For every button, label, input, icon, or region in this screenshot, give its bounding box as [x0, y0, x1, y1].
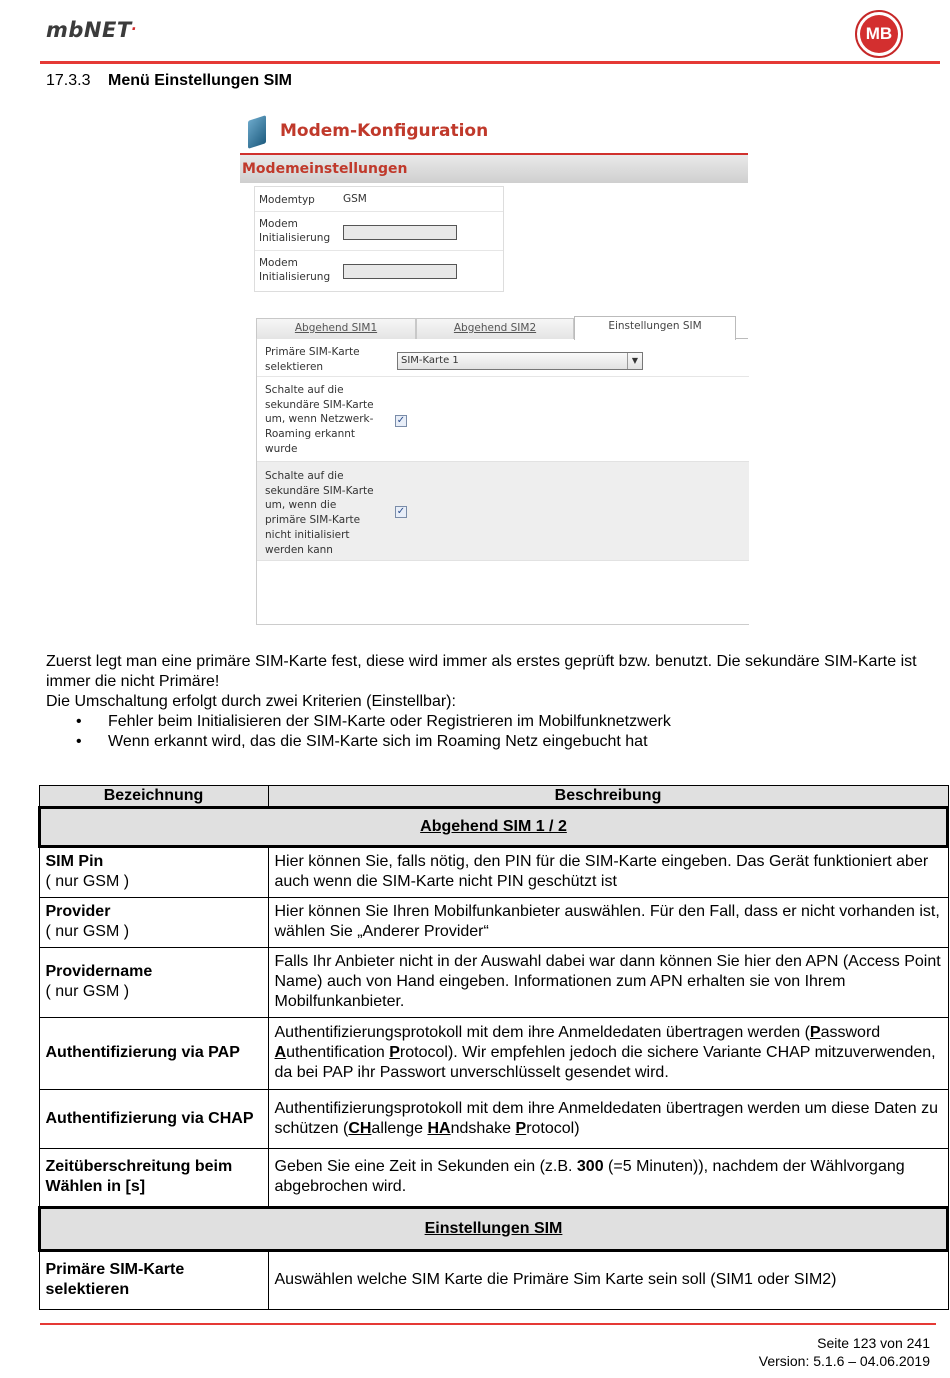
list-item: • Wenn erkannt wird, das die SIM-Karte sich im Roaming Netz eingebucht hat: [108, 732, 931, 752]
table-row: [39, 1017, 948, 1089]
row-name: Authentifizierung via CHAP: [39, 1089, 268, 1148]
modem-settings-table: [254, 186, 504, 292]
page-number: Seite 123 von 241: [817, 1335, 930, 1351]
section-einstellungen-sim: Einstellungen SIM: [39, 1207, 948, 1251]
init-fail-switch-row: [257, 462, 749, 561]
intro-text: [46, 652, 931, 752]
modem-init-label-1: Modem Initialisierung: [259, 218, 331, 244]
intro-line-2: Die Umschaltung erfolgt durch zwei Kriterien (Einstellbar):: [46, 693, 456, 710]
tab-abgehend-sim1[interactable]: Abgehend SIM1: [256, 318, 416, 339]
table-header-row: [39, 786, 948, 808]
init-fail-switch-label: Schalte auf die sekundäre SIM-Karte um, wenn die primäre SIM-Karte nicht initialisiert werden kann: [265, 470, 374, 556]
logo-mark: .: [131, 18, 138, 34]
row-description: Hier können Sie Ihren Mobilfunkanbieter auswählen. Für den Fall, dass er nicht vorhanden ist, wählen Sie „Anderer Provider“: [268, 897, 948, 947]
list-item: • Fehler beim Initialisieren der SIM-Karte oder Registrieren im Mobilfunknetzwerk: [108, 712, 931, 732]
column-header-name: Bezeichnung: [39, 786, 268, 808]
table-row: [39, 847, 948, 897]
primary-sim-select[interactable]: [397, 352, 643, 370]
modem-config-header: [240, 110, 748, 154]
row-description: Authentifizierungsprotokoll mit dem ihre Anmeldedaten übertragen werden (Password Authentification Protocol). Wir empfehlen jedoch die sichere Variante CHAP mitzuverwenden, da bei PAP ihr Passwort unverschlüsselt gesendet wird.: [268, 1017, 948, 1089]
intro-line-1: Zuerst legt man eine primäre SIM-Karte fest, diese wird immer als erstes geprüft bzw. benutzt. Die sekundäre SIM-Karte ist immer die nicht Primäre!: [46, 653, 917, 690]
section-row: [39, 807, 948, 847]
page-footer: [759, 1334, 930, 1370]
init-fail-switch-checkbox[interactable]: ✓: [396, 506, 406, 517]
modem-settings-bar: [240, 155, 748, 183]
version-info: Version: 5.1.6 – 04.06.2019: [758, 1353, 930, 1369]
section-title: Menü Einstellungen SIM: [108, 72, 293, 89]
roaming-switch-row: [257, 377, 749, 462]
primary-sim-row: [257, 338, 749, 377]
row-name: Authentifizierung via PAP: [39, 1017, 268, 1089]
table-row: [39, 1251, 948, 1309]
row-name: Providername ( nur GSM ): [39, 947, 268, 1017]
modem-type-label: Modemtyp: [259, 194, 315, 206]
column-header-description: Beschreibung: [268, 786, 948, 808]
row-name: Provider ( nur GSM ): [39, 897, 268, 947]
section-number: 17.3.3: [46, 72, 91, 89]
modem-init-input-1[interactable]: [343, 225, 457, 240]
modem-type-value: GSM: [343, 193, 367, 205]
table-row: [39, 1148, 948, 1207]
modem-init-label-2: Modem Initialisierung: [259, 257, 331, 283]
row-name: Primäre SIM-Karte selektieren: [39, 1251, 268, 1309]
modem-type-row: [255, 187, 503, 212]
criteria-list: [46, 712, 931, 752]
modem-init-row-1: [255, 212, 503, 251]
row-description: Falls Ihr Anbieter nicht in der Auswahl dabei war dann können Sie hier den APN (Access Point Name) auch von Hand eingeben. Informationen zum APN erhalten sie von Ihrem Mobilfunkanbieter.: [268, 947, 948, 1017]
roaming-switch-label: Schalte auf die sekundäre SIM-Karte um, wenn Netzwerk- Roaming erkannt wurde: [265, 384, 374, 455]
roaming-switch-checkbox[interactable]: ✓: [396, 415, 406, 426]
section-abgehend-sim: Abgehend SIM 1 / 2: [39, 807, 948, 847]
table-row: [39, 1089, 948, 1148]
modem-init-row-2: [255, 251, 503, 289]
section-row: [39, 1207, 948, 1251]
tab-abgehend-sim2[interactable]: Abgehend SIM2: [416, 318, 574, 339]
row-description: Authentifizierungsprotokoll mit dem ihre Anmeldedaten übertragen werden um diese Daten zu schützen (CHallenge HAndshake Protocol): [268, 1089, 948, 1148]
primary-sim-label: Primäre SIM-Karte selektieren: [265, 346, 360, 373]
row-name: Zeitüberschreitung beim Wählen in [s]: [39, 1148, 268, 1207]
modem-config-screenshot: [240, 110, 748, 626]
row-description: Auswählen welche SIM Karte die Primäre Sim Karte sein soll (SIM1 oder SIM2): [268, 1251, 948, 1309]
sim-settings-panel: [256, 338, 749, 625]
row-description: Geben Sie eine Zeit in Sekunden ein (z.B. 300 (=5 Minuten)), nachdem der Wählvorgang abgebrochen wird.: [268, 1148, 948, 1207]
sim-tabs: [256, 316, 748, 339]
modem-settings-title: Modemeinstellungen: [242, 161, 408, 177]
mbnet-logo: mbNET.: [46, 18, 138, 42]
table-row: [39, 897, 948, 947]
header-divider: [40, 61, 940, 64]
modem-init-input-2[interactable]: [343, 264, 457, 279]
chevron-down-icon[interactable]: ▼: [627, 353, 642, 369]
primary-sim-value: SIM-Karte 1: [401, 355, 459, 366]
mb-logo-badge: MB: [855, 10, 903, 58]
row-name: SIM Pin ( nur GSM ): [39, 847, 268, 897]
modem-icon: [248, 115, 266, 149]
footer-divider: [40, 1323, 936, 1325]
tab-einstellungen-sim[interactable]: Einstellungen SIM: [574, 316, 736, 340]
modem-config-title: Modem-Konfiguration: [280, 121, 489, 141]
table-row: [39, 947, 948, 1017]
row-description: Hier können Sie, falls nötig, den PIN für die SIM-Karte eingeben. Das Gerät funktioniert aber auch wenn die SIM-Karte nicht PIN geschützt ist: [268, 847, 948, 897]
section-heading: [46, 72, 292, 90]
settings-table: [38, 785, 949, 1310]
